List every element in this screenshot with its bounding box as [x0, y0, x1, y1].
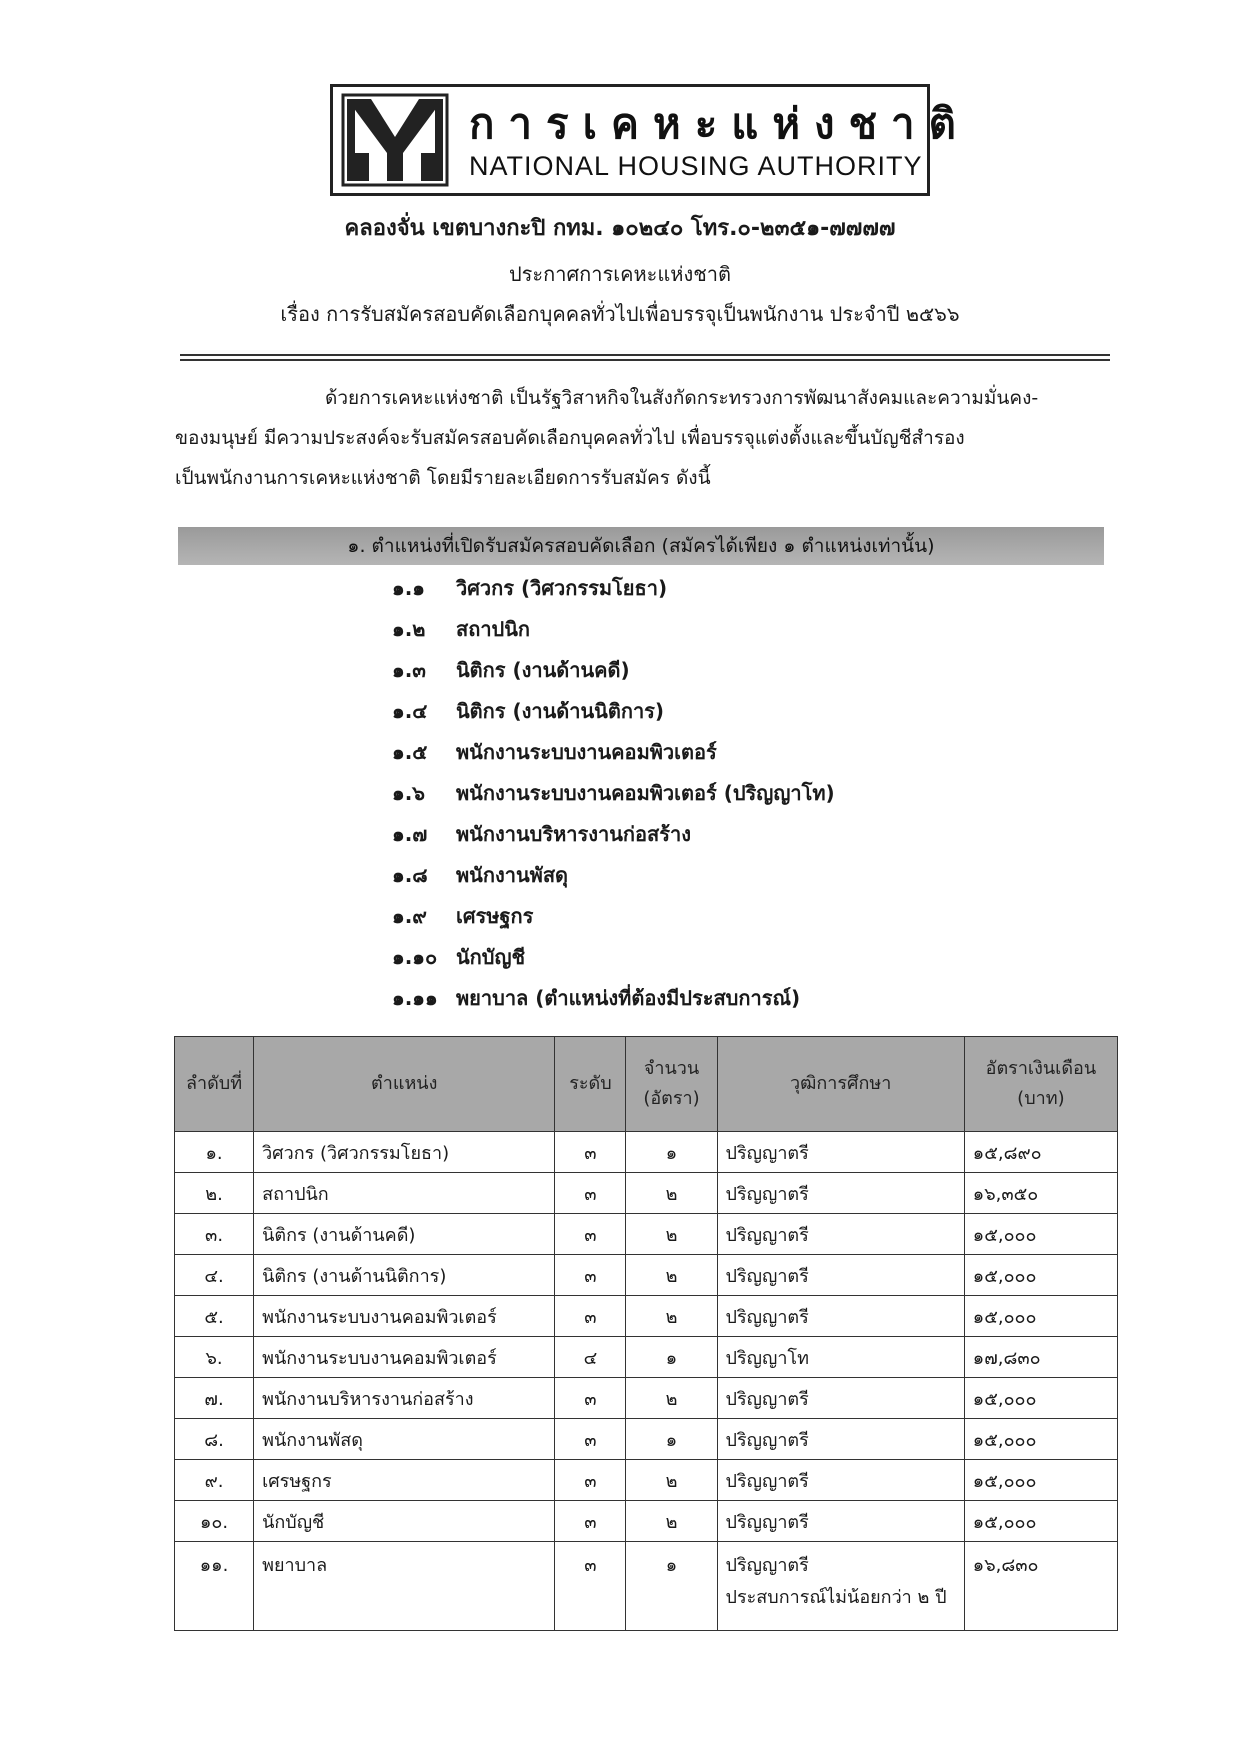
cell-no: ๑. [175, 1132, 254, 1173]
list-item-number: ๑.๑ [392, 576, 425, 600]
intro-line: เป็นพนักงานการเคหะแห่งชาติ โดยมีรายละเอียดการรับสมัคร ดังนี้ [175, 467, 711, 489]
cell-level: ๓ [555, 1173, 626, 1214]
col-header-position: ตำแหน่ง [254, 1037, 555, 1132]
org-address: คลองจั่น เขตบางกะปิ กทม. ๑๐๒๔๐ โทร.๐-๒๓๕๑-๗๗๗๗ [344, 216, 896, 241]
list-item-label: พนักงานระบบงานคอมพิวเตอร์ [456, 740, 717, 764]
cell-education: ปริญญาตรี [717, 1296, 964, 1337]
list-item-label: นิติกร (งานด้านนิติการ) [456, 699, 665, 723]
cell-education: ปริญญาตรี [717, 1501, 964, 1542]
cell-position: พนักงานพัสดุ [254, 1419, 555, 1460]
cell-no: ๗. [175, 1378, 254, 1419]
cell-no: ๑๑. [175, 1542, 254, 1631]
cell-count: ๒ [626, 1501, 717, 1542]
cell-position: นักบัญชี [254, 1501, 555, 1542]
intro-line: ด้วยการเคหะแห่งชาติ เป็นรัฐวิสาหกิจในสังกัดกระทรวงการพัฒนาสังคมและความมั่นคง- [325, 387, 1039, 409]
cell-level: ๓ [555, 1255, 626, 1296]
cell-level: ๓ [555, 1296, 626, 1337]
list-item [392, 814, 835, 855]
table-row [175, 1460, 1118, 1501]
cell-salary: ๑๖,๓๕๐ [964, 1173, 1117, 1214]
table-row [175, 1337, 1118, 1378]
cell-position: นิติกร (งานด้านคดี) [254, 1214, 555, 1255]
list-item [392, 691, 835, 732]
col-header-salary: อัตราเงินเดือน (บาท) [964, 1037, 1117, 1132]
position-list [392, 568, 835, 1019]
cell-salary: ๑๗,๘๓๐ [964, 1337, 1117, 1378]
list-item [392, 568, 835, 609]
list-item-number: ๑.๑๑ [392, 986, 438, 1010]
list-item [392, 978, 835, 1019]
table-row [175, 1501, 1118, 1542]
cell-education: ปริญญาตรี [717, 1132, 964, 1173]
cell-level: ๓ [555, 1378, 626, 1419]
cell-level: ๔ [555, 1337, 626, 1378]
table-row [175, 1214, 1118, 1255]
announcement-title: ประกาศการเคหะแห่งชาติ [508, 262, 732, 286]
cell-no: ๘. [175, 1419, 254, 1460]
list-item-label: พนักงานระบบงานคอมพิวเตอร์ (ปริญญาโท) [456, 781, 835, 805]
list-item-label: พยาบาล (ตำแหน่งที่ต้องมีประสบการณ์) [456, 986, 801, 1010]
cell-count: ๑ [626, 1542, 717, 1631]
col-header-education: วุฒิการศึกษา [717, 1037, 964, 1132]
cell-no: ๙. [175, 1460, 254, 1501]
cell-no: ๒. [175, 1173, 254, 1214]
intro-paragraph [175, 378, 1105, 498]
table-row [175, 1419, 1118, 1460]
cell-count: ๒ [626, 1214, 717, 1255]
cell-count: ๑ [626, 1132, 717, 1173]
cell-level: ๓ [555, 1460, 626, 1501]
col-header-no: ลำดับที่ [175, 1037, 254, 1132]
cell-salary: ๑๕,๐๐๐ [964, 1214, 1117, 1255]
cell-salary: ๑๖,๘๓๐ [964, 1542, 1117, 1631]
list-item-number: ๑.๕ [392, 740, 428, 764]
section-heading: ๑. ตำแหน่งที่เปิดรับสมัครสอบคัดเลือก (สมัครได้เพียง ๑ ตำแหน่งเท่านั้น) [347, 535, 935, 557]
list-item-number: ๑.๒ [392, 617, 426, 641]
list-item-number: ๑.๓ [392, 658, 426, 682]
cell-position: พนักงานบริหารงานก่อสร้าง [254, 1378, 555, 1419]
table-header-row [175, 1037, 1118, 1132]
cell-level: ๓ [555, 1214, 626, 1255]
list-item-number: ๑.๖ [392, 781, 425, 805]
list-item-label: สถาปนิก [456, 617, 531, 641]
list-item-label: เศรษฐกร [456, 904, 534, 928]
cell-education: ปริญญาตรี [717, 1419, 964, 1460]
list-item [392, 855, 835, 896]
list-item-label: นักบัญชี [456, 945, 526, 969]
list-item-number: ๑.๑๐ [392, 945, 438, 969]
cell-no: ๑๐. [175, 1501, 254, 1542]
cell-count: ๒ [626, 1296, 717, 1337]
cell-count: ๒ [626, 1255, 717, 1296]
cell-salary: ๑๕,๐๐๐ [964, 1255, 1117, 1296]
cell-position: วิศวกร (วิศวกรรมโยธา) [254, 1132, 555, 1173]
cell-count: ๒ [626, 1173, 717, 1214]
section-heading-bar [178, 527, 1104, 565]
announcement-subject: เรื่อง การรับสมัครสอบคัดเลือกบุคคลทั่วไปเพื่อบรรจุเป็นพนักงาน ประจำปี ๒๕๖๖ [280, 302, 960, 326]
list-item-number: ๑.๗ [392, 822, 428, 846]
cell-count: ๒ [626, 1378, 717, 1419]
cell-no: ๔. [175, 1255, 254, 1296]
intro-line: ของมนุษย์ มีความประสงค์จะรับสมัครสอบคัดเลือกบุคคลทั่วไป เพื่อบรรจุแต่งตั้งและขึ้นบัญชีสำรอง [175, 427, 965, 449]
org-logo [330, 84, 970, 196]
list-item-number: ๑.๔ [392, 699, 428, 723]
list-item-label: นิติกร (งานด้านคดี) [456, 658, 630, 682]
cell-education: ปริญญาโท [717, 1337, 964, 1378]
list-item-label: พนักงานบริหารงานก่อสร้าง [456, 822, 691, 846]
cell-education [717, 1542, 964, 1631]
cell-salary: ๑๕,๘๙๐ [964, 1132, 1117, 1173]
col-header-count: จำนวน (อัตรา) [626, 1037, 717, 1132]
positions-table [174, 1036, 1118, 1631]
list-item [392, 937, 835, 978]
list-item [392, 609, 835, 650]
list-item-label: พนักงานพัสดุ [456, 863, 569, 887]
table-row [175, 1173, 1118, 1214]
list-item [392, 896, 835, 937]
org-name-thai: การเคหะแห่งชาติ [469, 99, 970, 148]
org-name-english: NATIONAL HOUSING AUTHORITY [469, 151, 923, 181]
cell-education-degree: ปริญญาตรี [725, 1555, 809, 1576]
cell-salary: ๑๕,๐๐๐ [964, 1296, 1117, 1337]
cell-no: ๖. [175, 1337, 254, 1378]
cell-level: ๓ [555, 1132, 626, 1173]
cell-count: ๒ [626, 1460, 717, 1501]
cell-salary: ๑๕,๐๐๐ [964, 1378, 1117, 1419]
cell-education: ปริญญาตรี [717, 1173, 964, 1214]
cell-salary: ๑๕,๐๐๐ [964, 1460, 1117, 1501]
cell-position: นิติกร (งานด้านนิติการ) [254, 1255, 555, 1296]
cell-education: ปริญญาตรี [717, 1214, 964, 1255]
cell-education: ปริญญาตรี [717, 1378, 964, 1419]
list-item [392, 773, 835, 814]
col-header-level: ระดับ [555, 1037, 626, 1132]
table-row [175, 1542, 1118, 1631]
list-item [392, 732, 835, 773]
cell-no: ๓. [175, 1214, 254, 1255]
list-item-number: ๑.๘ [392, 863, 428, 887]
cell-education: ปริญญาตรี [717, 1255, 964, 1296]
cell-salary: ๑๕,๐๐๐ [964, 1419, 1117, 1460]
cell-count: ๑ [626, 1419, 717, 1460]
nha-emblem-icon [341, 93, 449, 187]
cell-no: ๕. [175, 1296, 254, 1337]
header-divider [180, 354, 1110, 361]
table-row [175, 1255, 1118, 1296]
cell-count: ๑ [626, 1337, 717, 1378]
cell-position: พยาบาล [254, 1542, 555, 1631]
cell-level: ๓ [555, 1501, 626, 1542]
cell-education: ปริญญาตรี [717, 1460, 964, 1501]
table-row [175, 1132, 1118, 1173]
list-item [392, 650, 835, 691]
cell-position: สถาปนิก [254, 1173, 555, 1214]
cell-level: ๓ [555, 1419, 626, 1460]
cell-level: ๓ [555, 1542, 626, 1631]
table-row [175, 1296, 1118, 1337]
cell-position: พนักงานระบบงานคอมพิวเตอร์ [254, 1337, 555, 1378]
cell-salary: ๑๕,๐๐๐ [964, 1501, 1117, 1542]
cell-position: พนักงานระบบงานคอมพิวเตอร์ [254, 1296, 555, 1337]
cell-position: เศรษฐกร [254, 1460, 555, 1501]
table-row [175, 1378, 1118, 1419]
cell-education-note: ประสบการณ์ไม่น้อยกว่า ๒ ปี [725, 1587, 947, 1608]
list-item-label: วิศวกร (วิศวกรรมโยธา) [456, 576, 668, 600]
list-item-number: ๑.๙ [392, 904, 427, 928]
